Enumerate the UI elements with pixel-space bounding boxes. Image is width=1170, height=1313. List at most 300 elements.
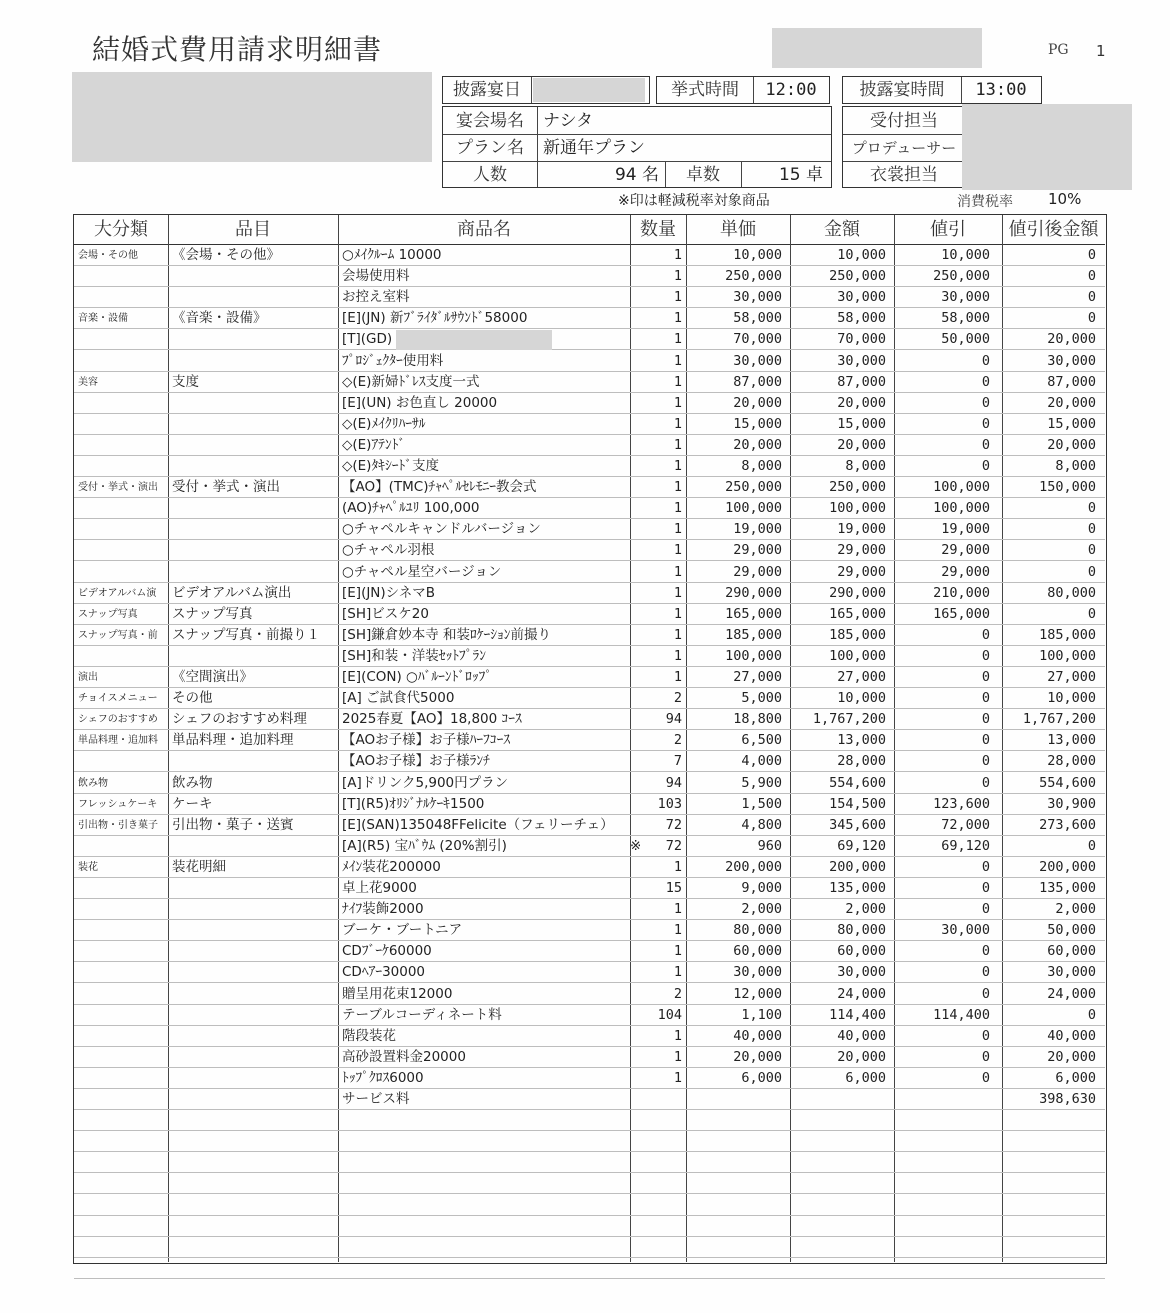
quantity-cell: 2 [673,690,682,707]
net-amount-cell: 185,000 [1039,626,1096,643]
product-name-cell: ◇(E)新婦ﾄﾞﾚｽ支度一式 [342,373,480,390]
category-cell [78,435,168,456]
net-amount-cell: 30,900 [1047,795,1096,812]
table-row [74,646,1105,667]
table-row [74,435,1105,456]
discount-cell: 0 [981,394,990,411]
quantity-cell: 1 [673,669,682,685]
net-amount-cell [1000,1152,1096,1173]
quantity-cell: 1 [673,858,682,875]
table-row [74,773,1105,794]
net-amount-cell: 13,000 [1047,732,1096,749]
quantity-cell: 103 [657,795,682,812]
redacted-product-name [396,330,552,350]
table-row [74,920,1105,941]
header-amount: 金額 [824,219,860,240]
table-row [74,329,1105,350]
product-name-cell: 【AOお子様】お子様ﾗﾝﾁ [342,753,490,770]
net-amount-cell: 0 [1087,268,1096,285]
quantity-cell [630,1216,682,1237]
quantity-cell: 1 [673,901,682,918]
net-amount-cell: 6,000 [1055,1069,1096,1086]
unit-price-cell: 87,000 [733,373,782,390]
tables-label: 卓数 [686,165,720,185]
unit-price-cell: 80,000 [733,922,782,939]
item-cell: 飲み物 [172,774,213,791]
table-row [74,414,1105,435]
net-amount-cell: 87,000 [1047,373,1096,390]
table-row [74,287,1105,308]
redacted-wedding-date [533,78,645,102]
quantity-cell: 1 [673,1069,682,1086]
quantity-cell: 1 [673,500,682,517]
quantity-cell: 15 [665,880,682,896]
net-amount-cell: 60,000 [1047,943,1096,960]
product-name-cell: CDﾌﾞｰｹ60000 [342,943,432,960]
item-cell [172,1131,338,1152]
item-cell [172,287,338,308]
unit-price-cell: 27,000 [733,669,782,685]
quantity-cell: 7 [673,753,682,770]
table-row [74,562,1105,583]
category-cell [78,393,168,414]
category-cell: シェフのおすすめ [78,714,158,726]
discount-cell: 0 [981,711,990,728]
page-number: 1 [1096,42,1106,60]
discount-cell: 58,000 [941,310,990,327]
table-row [74,836,1105,857]
net-amount-cell: 20,000 [1047,394,1096,411]
item-cell [172,351,338,372]
discount-cell: 0 [981,985,990,1002]
unit-price-cell: 18,800 [733,711,782,728]
category-cell [78,878,168,899]
unit-price-cell: 5,000 [741,690,782,707]
amount-cell: 250,000 [829,268,886,285]
quantity-cell: 1 [673,373,682,390]
ceremony-time-value: 12:00 [765,80,817,100]
product-name-cell: ○ﾒｲｸﾙｰﾑ 10000 [342,247,442,263]
product-name-cell: サービス料 [342,1091,410,1107]
unit-price-cell [684,1237,782,1258]
net-amount-cell: 24,000 [1047,985,1096,1002]
product-name-cell: 卓上花9000 [342,880,417,896]
category-cell [78,329,168,350]
category-cell [78,351,168,372]
table-row [74,751,1105,772]
unit-price-cell: 9,000 [741,880,782,896]
discount-cell [892,1195,990,1216]
amount-cell: 290,000 [829,584,886,601]
item-cell: 《音楽・設備》 [172,310,267,327]
unit-price-cell [684,1131,782,1152]
ceremony-time-box [656,76,830,104]
reduced-tax-mark: ※ [630,837,642,854]
category-cell [78,287,168,308]
ceremony-time-label: 挙式時間 [671,80,739,100]
reception-time-value: 13:00 [975,80,1027,100]
redacted-customer-name [772,28,982,68]
category-cell [78,984,168,1005]
net-amount-cell: 0 [1087,1006,1096,1023]
amount-cell: 20,000 [837,436,886,453]
reduced-tax-note: ※印は軽減税率対象商品 [618,193,770,209]
product-name-cell: ◇(E)ｱﾃﾝﾄﾞ [342,436,406,453]
category-cell: ビデオアルバム演 [78,587,157,599]
quantity-cell: 1 [673,479,682,496]
discount-cell: 0 [981,373,990,390]
discount-cell: 10,000 [941,247,990,263]
net-amount-cell: 0 [1087,247,1096,263]
discount-cell: 19,000 [941,521,990,538]
unit-price-cell: 6,000 [741,1069,782,1086]
table-row [74,1216,1105,1237]
quantity-cell: 1 [673,605,682,622]
category-cell: 引出物・引き菓子 [78,819,158,831]
discount-cell [892,1258,990,1279]
amount-cell: 200,000 [829,858,886,875]
discount-cell: 0 [981,647,990,664]
net-amount-cell: 40,000 [1047,1027,1096,1044]
unit-price-cell [684,1216,782,1237]
category-cell: 受付・挙式・演出 [78,482,158,494]
tax-rate-label: 消費税率 [957,194,1013,210]
net-amount-cell: 398,630 [1039,1091,1096,1107]
table-row [74,815,1105,836]
discount-cell: 0 [981,690,990,707]
header-net-amount: 値引後金額 [1008,219,1099,240]
category-cell [78,751,168,772]
amount-cell: 60,000 [837,943,886,960]
category-cell [78,836,168,857]
net-amount-cell: 50,000 [1047,922,1096,939]
net-amount-cell: 15,000 [1047,415,1096,432]
category-cell: フレッシュケーキ [78,798,158,810]
unit-price-cell: 185,000 [725,626,782,643]
product-name-cell: 【AOお子様】お子様ﾊｰﾌｺｰｽ [342,732,511,749]
category-cell [78,1173,168,1194]
unit-price-cell [684,1173,782,1194]
unit-price-cell: 2,000 [741,901,782,918]
table-row [74,941,1105,962]
quantity-cell: 1 [673,268,682,285]
header-quantity: 数量 [640,219,676,240]
category-cell: 音楽・設備 [78,313,128,325]
category-cell [78,1005,168,1026]
product-name-cell [342,1152,630,1173]
amount-cell: 30,000 [837,289,886,306]
category-cell [78,266,168,287]
unit-price-cell: 29,000 [733,563,782,580]
net-amount-cell: 0 [1087,500,1096,517]
discount-cell: 0 [981,1048,990,1065]
table-row [74,245,1105,266]
discount-cell: 0 [981,964,990,981]
table-row [74,1005,1105,1026]
amount-cell: 30,000 [837,964,886,981]
net-amount-cell [1000,1131,1096,1152]
table-row [74,1026,1105,1047]
product-name-cell: お控え室料 [342,289,410,306]
product-name-cell [342,1173,630,1194]
category-cell [78,562,168,583]
quantity-cell: 1 [673,1048,682,1065]
quantity-cell [630,1173,682,1194]
discount-cell: 0 [981,880,990,896]
item-cell [172,562,338,583]
tables-value: 15 卓 [778,165,823,185]
amount-cell: 185,000 [829,626,886,643]
quantity-cell: 94 [665,774,682,791]
item-cell [172,962,338,983]
unit-price-cell: 200,000 [725,858,782,875]
amount-cell: 70,000 [837,331,886,348]
category-cell [78,1026,168,1047]
header-discount: 値引 [930,219,966,240]
amount-cell: 154,500 [829,795,886,812]
unit-price-cell: 290,000 [725,584,782,601]
tax-rate-value: 10% [1048,190,1082,208]
quantity-cell: 104 [657,1006,682,1023]
staff-box [842,106,966,188]
quantity-cell: 1 [673,247,682,263]
amount-cell: 30,000 [837,352,886,369]
quantity-cell: 1 [673,563,682,580]
table-row [74,456,1105,477]
item-cell [172,646,338,667]
net-amount-cell: 554,600 [1039,774,1096,791]
quantity-cell: 1 [673,943,682,960]
table-row [74,1237,1105,1258]
unit-price-cell: 4,800 [741,816,782,833]
product-name-cell: [E](JN)シネマB [342,584,436,601]
discount-cell: 0 [981,943,990,960]
net-amount-cell: 0 [1087,563,1096,580]
unit-price-cell: 20,000 [733,394,782,411]
category-cell [78,1237,168,1258]
amount-cell: 40,000 [837,1027,886,1044]
product-name-cell [342,1131,630,1152]
discount-cell [892,1152,990,1173]
redacted-address-block [72,72,432,162]
product-name-cell: [E](JN) 新ﾌﾞﾗｲﾀﾞﾙｻｳﾝﾄﾞ58000 [342,310,528,327]
amount-cell: 345,600 [829,816,886,833]
quantity-cell: 1 [673,1027,682,1044]
amount-cell: 2,000 [845,901,886,918]
product-name-cell: テーブルコーディネート料 [342,1006,502,1023]
amount-cell: 29,000 [837,542,886,559]
table-row [74,857,1105,878]
amount-cell: 87,000 [837,373,886,390]
table-row [74,1173,1105,1194]
quantity-cell [630,1258,682,1279]
discount-cell: 30,000 [941,922,990,939]
net-amount-cell: 20,000 [1047,436,1096,453]
net-amount-cell [1000,1195,1096,1216]
net-amount-cell [1000,1237,1096,1258]
discount-cell: 210,000 [933,584,990,601]
amount-cell: 1,767,200 [812,711,886,728]
amount-cell: 100,000 [829,647,886,664]
item-cell [172,1068,338,1089]
discount-cell: 50,000 [941,331,990,348]
unit-price-cell: 100,000 [725,500,782,517]
unit-price-cell: 6,500 [741,732,782,749]
quantity-cell: 1 [673,436,682,453]
product-name-cell: [A] ご試食代5000 [342,690,455,707]
category-cell [78,1068,168,1089]
unit-price-cell: 12,000 [733,985,782,1002]
net-amount-cell: 0 [1087,310,1096,327]
category-cell [78,519,168,540]
unit-price-cell [684,1089,782,1110]
amount-cell: 58,000 [837,310,886,327]
category-cell: チョイスメニュー [78,693,158,705]
discount-cell [892,1110,990,1131]
item-cell [172,540,338,561]
unit-price-cell: 100,000 [725,647,782,664]
unit-price-cell: 15,000 [733,415,782,432]
category-cell [78,540,168,561]
unit-price-cell: 8,000 [741,458,782,474]
table-row [74,393,1105,414]
amount-cell: 27,000 [837,669,886,685]
quantity-cell: 1 [673,458,682,474]
category-cell [78,1089,168,1110]
table-row [74,794,1105,815]
item-cell: 《空間演出》 [172,669,253,685]
product-name-cell: ﾒｲﾝ装花200000 [342,858,441,875]
category-cell: 美容 [78,376,98,388]
table-row [74,308,1105,329]
quantity-cell [630,1152,682,1173]
unit-price-cell: 250,000 [725,268,782,285]
table-row [74,519,1105,540]
item-cell [172,1216,338,1237]
amount-cell [788,1173,886,1194]
quantity-cell: 1 [673,394,682,411]
item-cell [172,1173,338,1194]
product-name-cell: [E](CON) ○ﾊﾞﾙｰﾝﾄﾞﾛｯﾌﾟ [342,669,493,685]
unit-price-cell [684,1258,782,1279]
product-name-cell: [E](UN) お色直し 20000 [342,394,498,411]
quantity-cell [630,1131,682,1152]
item-cell [172,414,338,435]
amount-cell [788,1216,886,1237]
quantity-cell [630,1195,682,1216]
discount-cell: 0 [981,753,990,770]
discount-cell [892,1131,990,1152]
amount-cell: 28,000 [837,753,886,770]
plan-label: プラン名 [456,138,524,158]
table-row [74,709,1105,730]
net-amount-cell: 30,000 [1047,352,1096,369]
discount-cell [892,1089,990,1110]
costume-staff-label: 衣裳担当 [870,165,938,185]
quantity-cell: 1 [673,626,682,643]
category-cell [78,899,168,920]
item-cell: 装花明細 [172,858,226,875]
reception-time-box [842,76,1042,104]
product-name-cell: [E](SAN)135048FFelicite（フェリーチェ） [342,816,614,833]
item-cell [172,1026,338,1047]
item-cell [172,519,338,540]
net-amount-cell: 20,000 [1047,1048,1096,1065]
amount-cell [788,1237,886,1258]
quantity-cell: 1 [673,922,682,939]
category-cell [78,1110,168,1131]
item-cell: ケーキ [172,795,213,812]
amount-cell: 10,000 [837,690,886,707]
quantity-cell: 1 [673,584,682,601]
unit-price-cell: 58,000 [733,310,782,327]
table-row [74,625,1105,646]
quantity-cell: 1 [673,331,682,348]
item-cell [172,393,338,414]
net-amount-cell: 8,000 [1055,458,1096,474]
amount-cell [788,1195,886,1216]
discount-cell [892,1216,990,1237]
amount-cell [788,1110,886,1131]
discount-cell: 123,600 [933,795,990,812]
product-name-cell: ﾄｯﾌﾟｸﾛｽ6000 [342,1069,424,1086]
unit-price-cell: 250,000 [725,479,782,496]
product-name-cell: ○チャペルキャンドルバージョン [342,521,541,538]
header-category: 大分類 [94,219,148,240]
discount-cell: 0 [981,858,990,875]
net-amount-cell: 0 [1087,837,1096,854]
table-row [74,962,1105,983]
amount-cell: 13,000 [837,732,886,749]
table-row [74,1068,1105,1089]
table-row [74,1110,1105,1131]
quantity-cell: 1 [673,964,682,981]
category-cell [78,1047,168,1068]
unit-price-cell: 20,000 [733,436,782,453]
table-row [74,1195,1105,1216]
quantity-cell: 1 [673,647,682,664]
net-amount-cell: 200,000 [1039,858,1096,875]
discount-cell [892,1237,990,1258]
quantity-cell [630,1237,682,1258]
unit-price-cell: 4,000 [741,753,782,770]
category-cell [78,920,168,941]
net-amount-cell: 20,000 [1047,331,1096,348]
item-cell [172,941,338,962]
category-cell [78,962,168,983]
product-name-cell: [SH]和装・洋装ｾｯﾄﾌﾟﾗﾝ [342,647,487,664]
net-amount-cell: 30,000 [1047,964,1096,981]
quantity-cell: 1 [673,542,682,559]
product-name-cell [342,1216,630,1237]
item-cell: シェフのおすすめ料理 [172,711,307,728]
amount-cell: 20,000 [837,1048,886,1065]
table-row [74,583,1105,604]
amount-cell: 29,000 [837,563,886,580]
product-name-cell: [A]ドリンク5,900円プラン [342,774,509,791]
category-cell [78,1131,168,1152]
net-amount-cell: 0 [1087,521,1096,538]
table-row [74,1131,1105,1152]
net-amount-cell: 135,000 [1039,880,1096,896]
net-amount-cell [1000,1110,1096,1131]
wedding-date-label: 披露宴日 [453,80,521,100]
quantity-cell: 1 [673,289,682,306]
item-cell [172,1152,338,1173]
guests-value: 94 名 [614,165,659,185]
amount-cell: 19,000 [837,521,886,538]
product-name-cell: CDﾍｱｰ30000 [342,964,426,981]
